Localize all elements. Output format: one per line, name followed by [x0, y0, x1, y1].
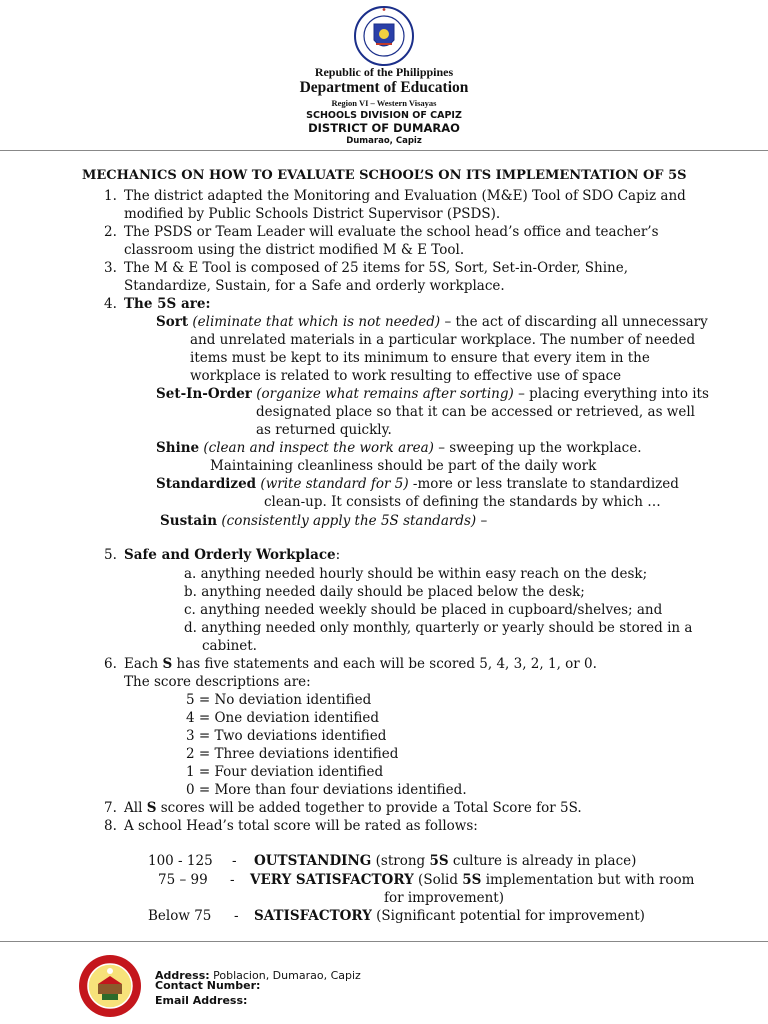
item-5b: b. anything needed daily should be placed below the desk;	[184, 584, 585, 600]
republic-line: Republic of the Philippines	[314, 65, 454, 79]
rating-text-2-cont: for improvement)	[384, 890, 505, 906]
item-5a: a. anything needed hourly should be within easy reach on the desk;	[184, 566, 648, 582]
standardized-term: Standardized	[156, 476, 257, 492]
score-0: 0 = More than four deviations identified.	[186, 782, 467, 798]
sustain-term: Sustain	[160, 513, 218, 529]
document-title: MECHANICS ON HOW TO EVALUATE SCHOOL’S ON ITS IMPLEMENTATION OF 5S	[82, 168, 687, 183]
rating-pre-2: (Solid	[413, 872, 463, 888]
rating-dash-1: -	[232, 853, 237, 869]
shine-paren: (clean and inspect the work area)	[203, 440, 434, 456]
deped-seal	[354, 6, 414, 66]
item-7-number: 7.	[104, 800, 117, 816]
item-6-number: 6.	[104, 656, 117, 672]
rating-text-3	[254, 907, 645, 925]
score-4: 4 = One deviation identified	[186, 710, 380, 726]
sort-line-3: items must be kept to its minimum to ensure that every item in the	[190, 350, 650, 366]
standardized-line-2: clean-up. It consists of defining the standards by which …	[264, 494, 661, 510]
rating-label-3: SATISFACTORY	[254, 908, 372, 924]
shine-term: Shine	[156, 440, 200, 456]
item-1-text-cont: modified by Public Schools District Supervisor (PSDS).	[124, 206, 501, 222]
rating-post-1: culture is already in place)	[448, 853, 637, 869]
division-line: SCHOOLS DIVISION OF CAPIZ	[306, 110, 462, 121]
item-6-s: S	[162, 656, 173, 672]
item-1-number: 1.	[104, 188, 117, 204]
item-5-number: 5.	[104, 547, 117, 563]
rating-pre-3: (Significant potential for improvement)	[371, 908, 645, 924]
item-2-number: 2.	[104, 224, 117, 240]
rating-dash-2: -	[230, 872, 235, 888]
item-4-heading: The 5S are:	[124, 296, 211, 312]
sustain-rest: –	[476, 513, 488, 529]
item-3-number: 3.	[104, 260, 117, 276]
shine-line	[156, 439, 642, 457]
sustain-paren: (consistently apply the 5S standards)	[221, 513, 477, 529]
item-3-text: The M & E Tool is composed of 25 items for 5S, Sort, Set-in-Order, Shine,	[124, 260, 629, 276]
set-in-order-term: Set-In-Order	[156, 386, 252, 402]
email-address-label: Email Address:	[155, 994, 248, 1007]
item-8-number: 8.	[104, 818, 117, 834]
item-5d: d. anything needed only monthly, quarterly or yearly should be stored in a	[184, 620, 693, 636]
footer-divider	[0, 941, 768, 942]
set-in-order-line	[156, 385, 709, 403]
item-7-s: S	[146, 800, 157, 816]
rating-text-2	[250, 871, 694, 889]
score-1: 1 = Four deviation identified	[186, 764, 384, 780]
rating-text-1	[254, 852, 636, 870]
rating-s-1: 5S	[429, 853, 449, 869]
address-value: Poblacion, Dumarao, Capiz	[209, 969, 361, 982]
item-5d-cont: cabinet.	[202, 638, 257, 654]
contact-number-label: Contact Number:	[155, 979, 261, 992]
set-in-order-rest: – placing everything into its	[513, 386, 709, 402]
sort-line-4: workplace is related to work resulting to effective use of space	[190, 368, 622, 384]
item-1-text: The district adapted the Monitoring and Evaluation (M&E) Tool of SDO Capiz and	[124, 188, 686, 204]
sort-paren: (eliminate that which is not needed)	[192, 314, 441, 330]
score-2: 2 = Three deviations identified	[186, 746, 399, 762]
district-line: DISTRICT OF DUMARAO	[308, 121, 460, 135]
item-5-heading: Safe and Orderly Workplace	[124, 547, 336, 563]
rating-range-1: 100 - 125	[148, 853, 213, 869]
item-6-text	[124, 655, 597, 673]
sort-line	[156, 313, 708, 331]
item-7-pre: All	[124, 800, 147, 816]
sort-line-2: and unrelated materials in a particular workplace. The number of needed	[190, 332, 696, 348]
rating-label-2: VERY SATISFACTORY	[250, 872, 414, 888]
item-7-text	[124, 799, 582, 817]
rating-dash-3: -	[234, 908, 239, 924]
header-divider	[0, 150, 768, 151]
item-6-text-cont: The score descriptions are:	[124, 674, 311, 690]
rating-s-2: 5S	[462, 872, 482, 888]
rating-range-2: 75 – 99	[158, 872, 208, 888]
sustain-line	[160, 512, 487, 530]
item-7-post: scores will be added together to provide a Total Score for 5S.	[156, 800, 582, 816]
school-seal	[78, 954, 142, 1018]
address-label: Address:	[155, 969, 210, 982]
item-2-text: The PSDS or Team Leader will evaluate the school head’s office and teacher’s	[124, 224, 659, 240]
standardized-paren: (write standard for 5)	[260, 476, 409, 492]
standardized-rest: -more or less translate to standardized	[408, 476, 679, 492]
region-line: Region VI – Western Visayas	[331, 98, 437, 108]
sort-rest: – the act of discarding all unnecessary	[440, 314, 708, 330]
rating-label-1: OUTSTANDING	[254, 853, 372, 869]
score-5: 5 = No deviation identified	[186, 692, 372, 708]
item-2-text-cont: classroom using the district modified M & E Tool.	[124, 242, 465, 258]
department-name: Department of Education	[299, 79, 469, 96]
set-in-order-line-3: as returned quickly.	[256, 422, 392, 438]
sort-term: Sort	[156, 314, 189, 330]
shine-rest: – sweeping up the workplace.	[433, 440, 642, 456]
item-6-pre: Each	[124, 656, 163, 672]
standardized-line	[156, 475, 679, 493]
item-5-heading-line	[124, 546, 340, 564]
set-in-order-line-2: designated place so that it can be accessed or retrieved, as well	[256, 404, 695, 420]
score-3: 3 = Two deviations identified	[186, 728, 387, 744]
item-8-text: A school Head’s total score will be rated as follows:	[124, 818, 478, 834]
item-5-colon: :	[335, 547, 341, 563]
town-line: Dumarao, Capiz	[346, 136, 422, 146]
rating-pre-1: (strong	[371, 853, 430, 869]
shine-line-2: Maintaining cleanliness should be part of the daily work	[210, 458, 597, 474]
item-6-post: has five statements and each will be scored 5, 4, 3, 2, 1, or 0.	[172, 656, 597, 672]
item-5c: c. anything needed weekly should be placed in cupboard/shelves; and	[184, 602, 663, 618]
rating-post-2: implementation but with room	[481, 872, 695, 888]
rating-range-3: Below 75	[148, 908, 212, 924]
item-3-text-cont: Standardize, Sustain, for a Safe and orderly workplace.	[124, 278, 505, 294]
set-in-order-paren: (organize what remains after sorting)	[256, 386, 514, 402]
item-4-number: 4.	[104, 296, 117, 312]
